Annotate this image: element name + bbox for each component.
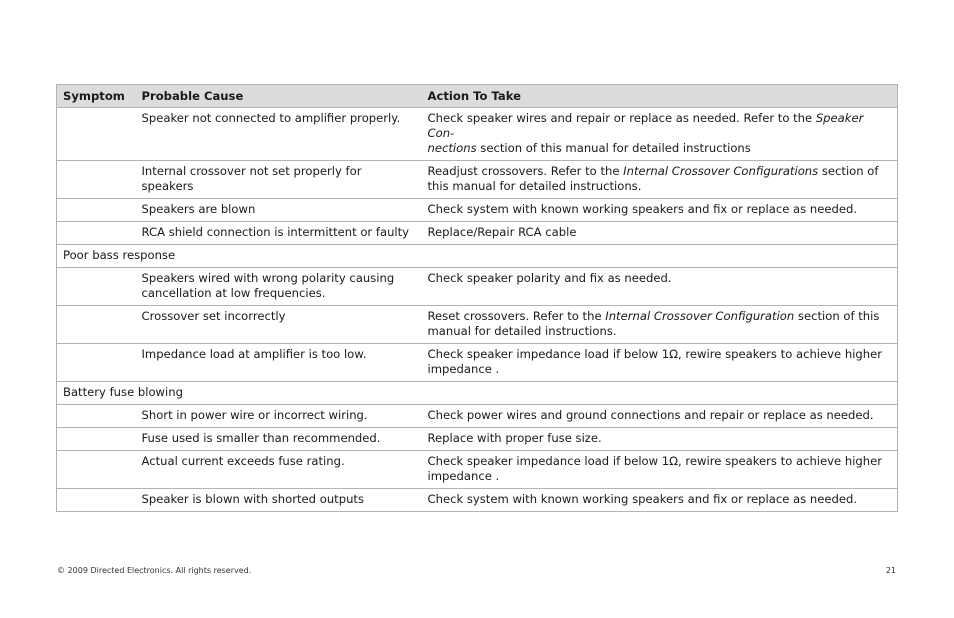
symptom-cell xyxy=(57,268,136,306)
table-row xyxy=(57,108,898,161)
action-cell: Check speaker polarity and fix as needed. xyxy=(422,268,898,306)
symptom-group-row xyxy=(57,382,898,405)
probable-cause-cell: Short in power wire or incorrect wiring. xyxy=(136,405,422,428)
table-row xyxy=(57,428,898,451)
probable-cause-cell: Speaker not connected to amplifier properly. xyxy=(136,108,422,161)
probable-cause-cell: Internal crossover not set properly for speakers xyxy=(136,161,422,199)
table-row xyxy=(57,222,898,245)
action-cell: Check speaker wires and repair or replace as needed. Refer to the Speaker Con- nections section of this manual for detailed instructions xyxy=(422,108,898,161)
table-body xyxy=(57,108,898,512)
symptom-cell xyxy=(57,344,136,382)
symptom-cell xyxy=(57,451,136,489)
symptom-cell xyxy=(57,405,136,428)
probable-cause-cell: Speakers wired with wrong polarity causing cancellation at low frequencies. xyxy=(136,268,422,306)
header-symptom: Symptom xyxy=(57,85,136,108)
symptom-cell xyxy=(57,108,136,161)
table-row xyxy=(57,405,898,428)
action-cell: Readjust crossovers. Refer to the Internal Crossover Configurations section of this manual for detailed instructions. xyxy=(422,161,898,199)
action-cell: Replace with proper fuse size. xyxy=(422,428,898,451)
probable-cause-cell: RCA shield connection is intermittent or faulty xyxy=(136,222,422,245)
action-cell: Check system with known working speakers and fix or replace as needed. xyxy=(422,489,898,512)
symptom-cell xyxy=(57,199,136,222)
action-cell: Check system with known working speakers and fix or replace as needed. xyxy=(422,199,898,222)
probable-cause-cell: Fuse used is smaller than recommended. xyxy=(136,428,422,451)
action-cell: Check speaker impedance load if below 1Ω, rewire speakers to achieve higher impedance . xyxy=(422,344,898,382)
symptom-cell xyxy=(57,428,136,451)
probable-cause-cell: Speaker is blown with shorted outputs xyxy=(136,489,422,512)
table-row xyxy=(57,161,898,199)
troubleshooting-table xyxy=(56,84,898,512)
symptom-cell xyxy=(57,489,136,512)
symptom-cell xyxy=(57,306,136,344)
header-action-to-take: Action To Take xyxy=(422,85,898,108)
probable-cause-cell: Speakers are blown xyxy=(136,199,422,222)
probable-cause-cell: Impedance load at amplifier is too low. xyxy=(136,344,422,382)
table-header-row xyxy=(57,85,898,108)
symptom-cell xyxy=(57,222,136,245)
symptom-cell xyxy=(57,161,136,199)
probable-cause-cell: Actual current exceeds fuse rating. xyxy=(136,451,422,489)
action-cell: Replace/Repair RCA cable xyxy=(422,222,898,245)
symptom-group-row xyxy=(57,245,898,268)
table-row xyxy=(57,489,898,512)
table-row xyxy=(57,199,898,222)
table-row xyxy=(57,306,898,344)
action-cell: Check power wires and ground connections and repair or replace as needed. xyxy=(422,405,898,428)
symptom-cell: Battery fuse blowing xyxy=(57,382,898,405)
action-cell: Check speaker impedance load if below 1Ω, rewire speakers to achieve higher impedance . xyxy=(422,451,898,489)
page-number: 21 xyxy=(885,566,896,575)
table-row xyxy=(57,344,898,382)
footer-copyright: © 2009 Directed Electronics. All rights reserved. xyxy=(57,566,252,575)
table-row xyxy=(57,451,898,489)
header-probable-cause: Probable Cause xyxy=(136,85,422,108)
table-row xyxy=(57,268,898,306)
probable-cause-cell: Crossover set incorrectly xyxy=(136,306,422,344)
symptom-cell: Poor bass response xyxy=(57,245,898,268)
action-cell: Reset crossovers. Refer to the Internal Crossover Configuration section of this manual for detailed instructions. xyxy=(422,306,898,344)
